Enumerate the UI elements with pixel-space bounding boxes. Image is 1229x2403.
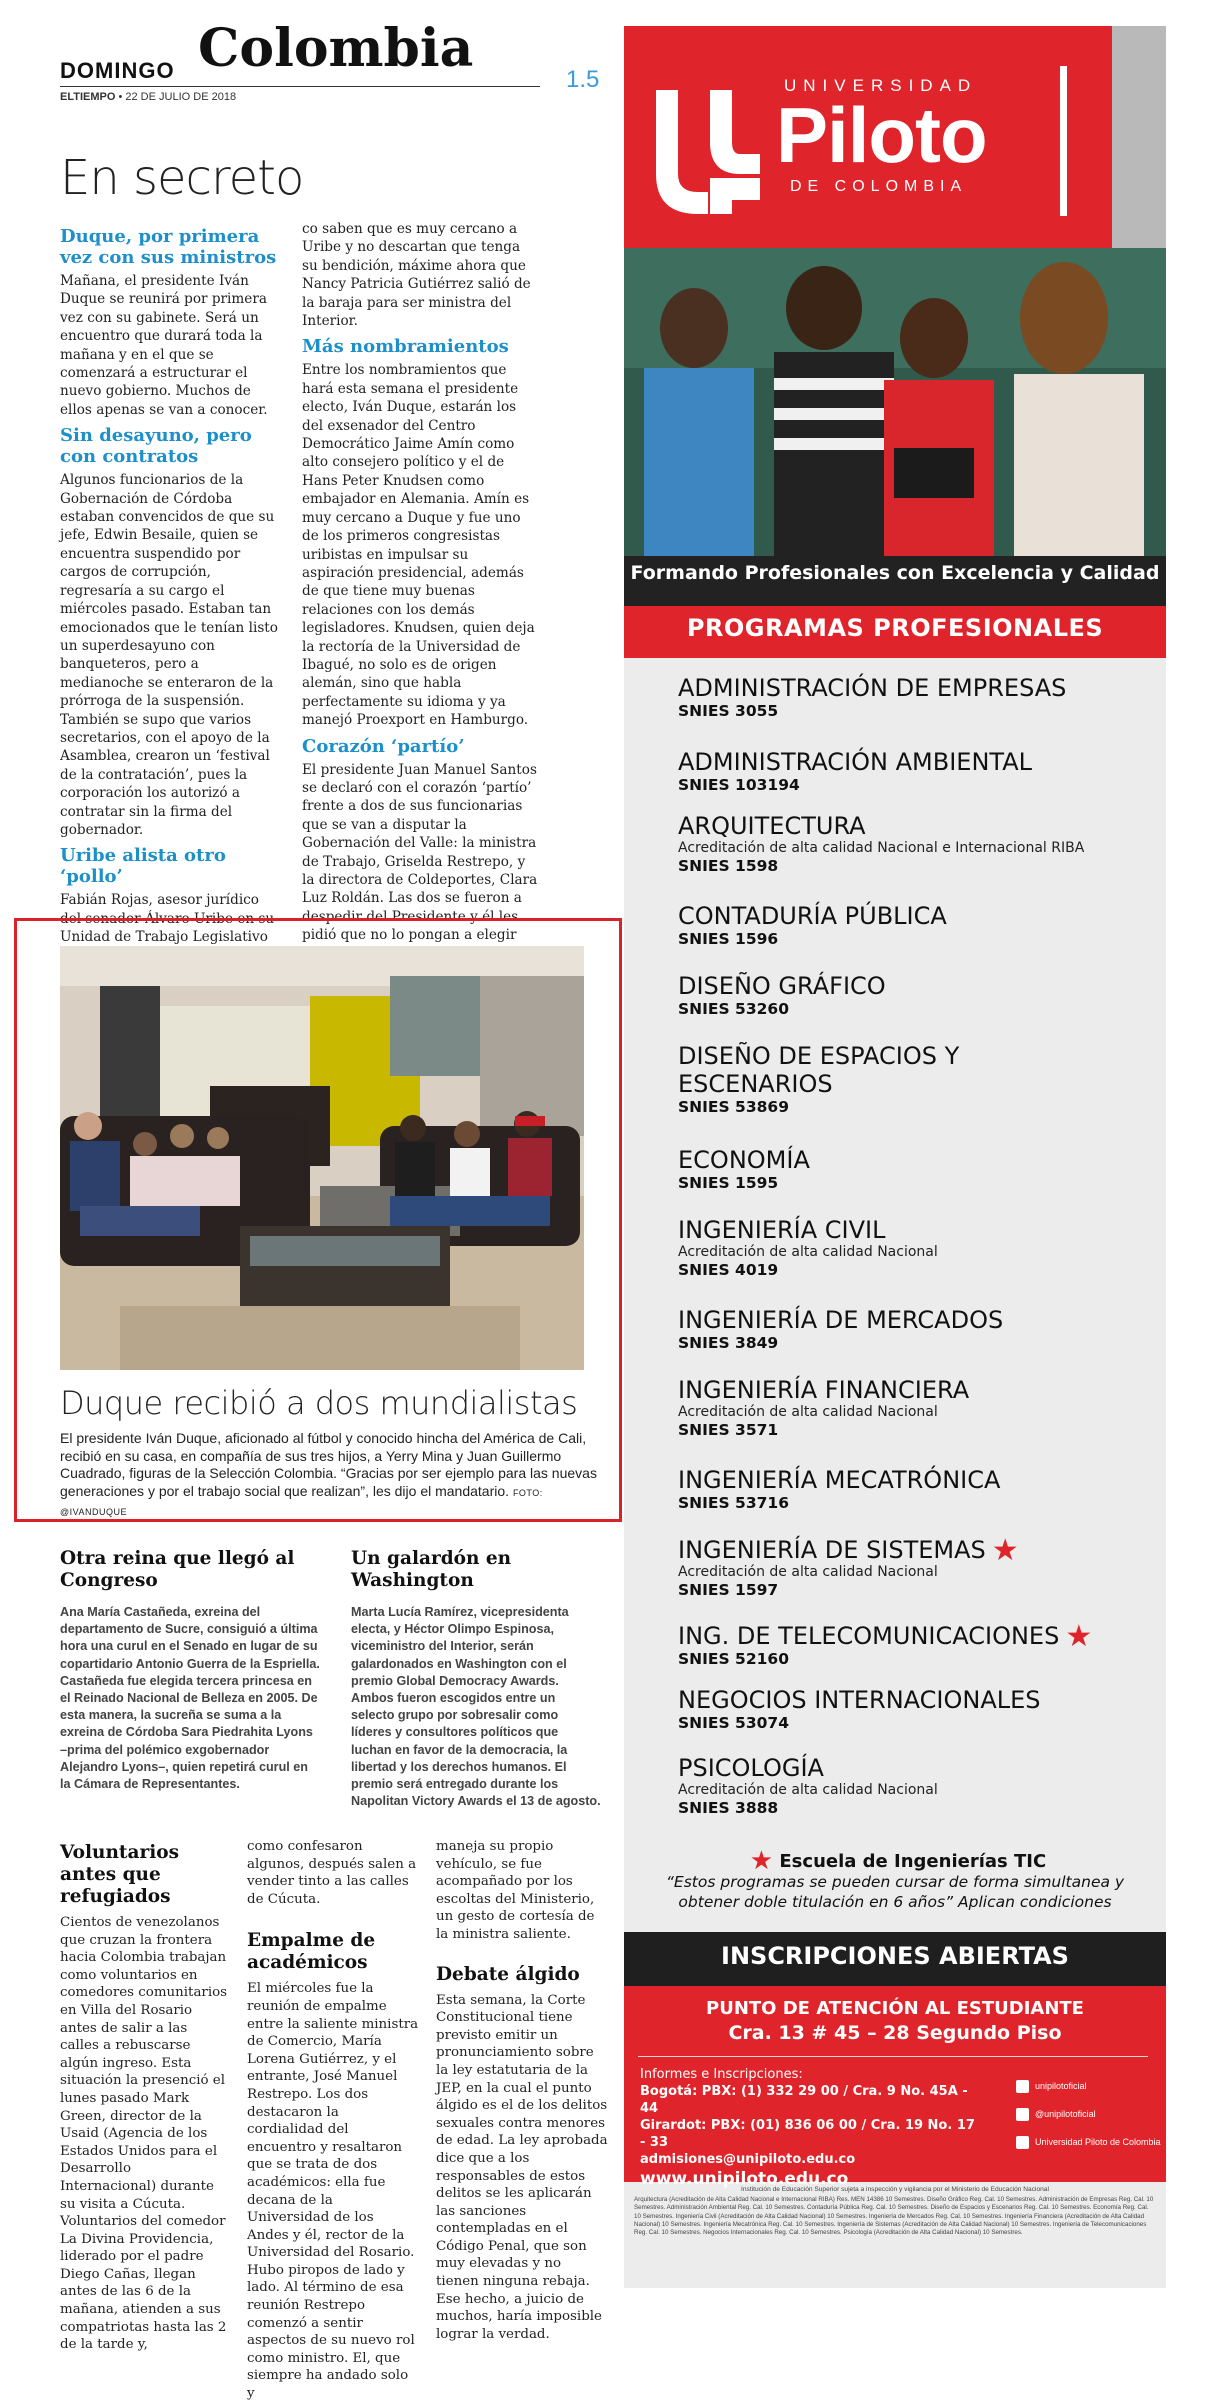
program-name: PSICOLOGÍA [678,1754,824,1782]
story-heading: Debate álgido [436,1963,580,1985]
program-item [678,674,1138,721]
program-name [678,1533,1138,1568]
social-handle: unipilotoficial [1035,2081,1087,2091]
program-name: ADMINISTRACIÓN DE EMPRESAS [678,674,1067,702]
social-links [1016,2072,1166,2156]
program-item [678,1376,1138,1440]
item-body: Algunos funcionarios de la Gobernación de Córdoba estaban convencidos de que su jefe, Edwin Besaile, quien se encuentra suspendido por cargos de corrupción, regresaría a su cargo el miércoles pasado. Estaban tan emocionados que le tenían listo un superdesayuno con banqueteros, pero a medianoche se enteraron de la prórroga de la suspensión. También se supo que varios secretarios, con el apoyo de la Asamblea, crearon un ‘festival de la contratación’, pues la corporación los autorizó a contratar sin la firma del gobernador. [60,472,278,838]
program-name: DISEÑO DE ESPACIOS Y ESCENARIOS [678,1042,960,1098]
program-snies: SNIES 53074 [678,1714,789,1732]
program-snies: SNIES 52160 [678,1650,789,1668]
item-body: Fabián Rojas, asesor jurídico del senador Álvaro Uribe en su Unidad de Trabajo Legislativo [60,892,275,946]
story-body: Marta Lucía Ramírez, vicepresidenta electa, y Héctor Olimpo Espinosa, viceministro del Interior, serán galardonados en Washington con el premio Global Democracy Awards. Ambos fueron escogidos entre un selecto grupo por sobresalir como líderes y consultores políticos que luchan en favor de la democracia, la libertad y los derechos humanos. El premio será entregado durante los Napolitan Victory Awards el 13 de agosto. [351,1605,601,1809]
program-name: ADMINISTRACIÓN AMBIENTAL [678,748,1032,776]
logo-divider [1060,66,1067,216]
program-item [678,1686,1138,1733]
program-name: NEGOCIOS INTERNACIONALES [678,1686,1041,1714]
program-item [678,1306,1138,1353]
item-body: Entre los nombramientos que hará esta semana el presidente electo, Iván Duque, estarán los del exsenador del Centro Democrático Jaime Amín como alto consejero político y el de Hans Peter Knudsen como embajador en Alemania. Amín es muy cercano a Duque y fue uno de los primeros congresistas uribistas en impulsar su aspiración presidencial, además de que tiene muy buenas relaciones con los demás legisladores. Knudsen, quien deja la rectoría de la Universidad de Ibagué, no solo es de origen alemán, sino que habla perfectamente su idioma y ya manejó Proexport en Hamburgo. [302,362,535,729]
service-point-title: PUNTO DE ATENCIÓN AL ESTUDIANTE [706,1998,1084,2019]
legal-fine-print [634,2186,1156,2237]
social-handle: Universidad Piloto de Colombia [1035,2137,1161,2147]
double-degree-note: “Estos programas se pueden cursar de forma simultanea y obtener doble titulación en 6 años” Aplican condiciones [665,1873,1125,1911]
program-name-text: INGENIERÍA DE SISTEMAS [678,1536,986,1564]
program-name: INGENIERÍA MECATRÓNICA [678,1466,1001,1494]
website-link[interactable]: www.unipiloto.edu.co [640,2169,849,2189]
program-accreditation: Acreditación de alta calidad Nacional e Internacional RIBA [678,840,1085,856]
program-name: INGENIERÍA DE MERCADOS [678,1306,1004,1334]
twitter-link[interactable] [1016,2100,1166,2128]
service-point-address: Cra. 13 # 45 – 28 Segundo Piso [728,2022,1062,2044]
program-item [678,1216,1138,1280]
program-snies: SNIES 3888 [678,1799,779,1817]
program-name: INGENIERÍA FINANCIERA [678,1376,970,1404]
section-title: Colombia [198,18,474,79]
story-body: Cientos de venezolanos que cruzan la frontera hacia Colombia trabajan como voluntarios en comedores comunitarios en Villa del Rosario antes de salir a las calles a rebuscarse algún ingreso. Esta situación la presenció el lunes pasado Mark Green, director de la Usaid (Agencia de los Estados Unidos para el Desarrollo Internacional) durante su visita a Cúcuta. Voluntarios del comedor La Divina Providencia, liderado por el padre Diego Cañas, llegan antes de las 6 de la mañana, atienden a sus compatriotas hasta las 2 de la tarde y, [60,1915,228,2353]
item-heading: Sin desayuno, pero con contratos [60,425,252,468]
program-snies: SNIES 1596 [678,930,779,948]
logo-wordmark: Piloto [776,91,987,179]
school-name: Escuela de Ingenierías TIC [779,1851,1047,1872]
logo-subtitle: DE COLOMBIA [790,178,968,195]
program-name: ECONOMÍA [678,1146,810,1174]
twitter-icon [1016,2108,1029,2121]
program-snies: SNIES 1598 [678,857,779,875]
program-item [678,748,1138,795]
students-photo [624,248,1166,558]
program-name: DISEÑO GRÁFICO [678,972,886,1000]
ad-slogan: Formando Profesionales con Excelencia y Calidad [630,562,1160,584]
item-heading: Corazón ‘partío’ [302,735,465,757]
program-accreditation: Acreditación de alta calidad Nacional [678,1564,938,1580]
news-photo [60,946,584,1370]
program-snies: SNIES 1597 [678,1581,779,1599]
paper-name: ELTIEMPO [60,91,116,103]
story-heading: Otra reina que llegó al Congreso [60,1548,295,1591]
story-heading: Un galardón en Washington [351,1548,512,1591]
story-body: Ana María Castañeda, exreina del departamento de Sucre, consiguió a última hora una curul en el Senado en lugar de su copartidario Antonio Guerra de la Espriella. Castañeda fue elegida tercera princesa en el Reinado Nacional de Belleza en 2005. De esta manera, la sucreña se suma a la exreina de Córdoba Sara Piedrahita Lyons –prima del polémico exgobernador Alejandro Lyons–, quien repetirá curul en la Cámara de Representantes. [60,1605,320,1792]
photo-credit: FOTO: @IVANDUQUE [60,1487,543,1517]
voluntarios-column-a [60,1838,228,2354]
program-snies: SNIES 53869 [678,1098,789,1116]
date: 22 DE JULIO DE 2018 [125,91,237,103]
item-heading: Más nombramientos [302,336,509,358]
enrollment-title: INSCRIPCIONES ABIERTAS [721,1942,1069,1970]
dateline: ELTIEMPO • 22 DE JULIO DE 2018 [60,91,237,103]
item-heading: Duque, por primera vez con sus ministros [60,226,277,268]
story-body: El miércoles fue la reunión de empalme entre la saliente ministra de Comercio, María Lorena Gutiérrez, y el entrante, José Manuel Restrepo. Los dos destacaron la cordialidad del encuentro y resaltaron que se trata de dos académicos: ella fue decana de la Universidad de los Andes y él, rector de la Universidad del Rosario. Hubo piropos de lado y lado. Al término de esa reunión Restrepo comenzó a sentir aspectos de su nuevo rol como ministro. El, que siempre ha andado solo y [247,1981,419,2402]
legal-heading: Institución de Educación Superior sujeta a inspección y vigilancia por el Ministerio de Educación Nacional [741,2186,1049,2193]
program-snies: SNIES 4019 [678,1261,779,1279]
program-item [678,972,1138,1019]
program-snies: SNIES 3571 [678,1421,779,1439]
header-rule [60,86,540,87]
program-item [678,902,1138,949]
photo-headline: Duque recibió a dos mundialistas [60,1384,578,1422]
program-snies: SNIES 103194 [678,776,800,794]
caption-text: El presidente Iván Duque, aficionado al fútbol y conocido hincha del América de Cali, recibió en su casa, en compañía de sus tres hijos, a Yerry Mina y Juan Guillermo Cuadrado, figuras de la Selección Colombia. “Gracias por ser ejemplo para las nuevas generaciones y por el trabajo social que realizan”, les dijo el mandatario. [60,1430,597,1499]
story-body: como confesaron algunos, después salen a vender tinto a las calles de Cúcuta. [247,1839,417,1907]
story-body: maneja su propio vehículo, se fue acompañado por los escoltas del Ministerio, un gesto de cortesía de la ministra saliente. [436,1839,595,1942]
star-icon: ★ [749,1846,774,1876]
program-name: INGENIERÍA CIVIL [678,1216,886,1244]
contact-info [640,2066,980,2190]
star-icon: ★ [1065,1619,1093,1654]
program-snies: SNIES 53260 [678,1000,789,1018]
contact-divider [638,2056,1148,2057]
program-name-text: ING. DE TELECOMUNICACIONES [678,1622,1060,1650]
secreto-column-b [302,220,538,1004]
bogota-phone: Bogotá: PBX: (1) 332 29 00 / Cra. 9 No. 45A - 44 [640,2084,968,2116]
instagram-icon [1016,2080,1029,2093]
programs-title: PROGRAMAS PROFESIONALES [686,614,1104,642]
contact-label: Informes e Inscripciones: [640,2067,803,2082]
program-accreditation: Acreditación de alta calidad Nacional [678,1782,938,1798]
school-line [624,1848,1166,1874]
up-logo-icon [648,82,768,226]
story-heading: Empalme de académicos [247,1930,376,1974]
program-accreditation: Acreditación de alta calidad Nacional [678,1404,938,1420]
logo-university-label: UNIVERSIDAD [784,76,978,95]
program-item [678,1042,978,1117]
instagram-link[interactable] [1016,2072,1166,2100]
ad-side-strip [1112,26,1166,248]
program-name [678,1619,1148,1654]
item-body: co saben que es muy cercano a Uribe y no descartan que tenga su bendición, máxime ahora que Nancy Patricia Gutiérrez salió de la baraja para ser ministra del Interior. [302,221,531,330]
girardot-phone: Girardot: PBX: (01) 836 06 00 / Cra. 19 No. 17 - 33 [640,2118,975,2150]
university-ad [624,26,1166,2288]
program-snies: SNIES 53716 [678,1494,789,1512]
column-title: En secreto [60,150,304,206]
program-snies: SNIES 3849 [678,1334,779,1352]
contact-email[interactable]: admisiones@unipiloto.edu.co [640,2152,856,2167]
story-heading: Voluntarios antes que refugiados [60,1842,179,1907]
page-number: 1.5 [566,66,600,93]
voluntarios-column-b [247,1838,419,2403]
photo-caption [60,1430,608,1522]
program-item [678,1754,1138,1818]
program-item [678,1466,1138,1513]
item-heading: Uribe alista otro ‘pollo’ [60,845,226,888]
program-item [678,1533,1138,1600]
program-item [678,812,1138,876]
facebook-icon [1016,2136,1029,2149]
item-body: El presidente Juan Manuel Santos se declaró con el corazón ‘partío’ frente a dos de sus funcionarias que se van a disputar la Gobernación del Valle: la ministra de Trabajo, Griselda Restrepo, y la directora de Coldeportes, Clara Luz Roldán. Las dos se fueron a despedir del Presidente y él les pidió que no lo pongan a elegir [302,761,538,944]
section-day: DOMINGO [60,58,175,83]
program-item [678,1619,1148,1669]
voluntarios-column-c [436,1838,608,2343]
legal-text: Arquitectura (Acreditación de Alta Calidad Nacional e Internacional RIBA) Res. MEN 14386 10 Semestres. Diseño Gráfico Reg. Cal. 10 Semestres. Administración de Empresas Reg. Cal. 10 Semestres. Administración Ambiental Reg. Cal. 10 Semestres. Contaduría Pública Reg. Cal. 10 Semestres. Diseño de Espacios y Escenarios Reg. Cal. 10 Semestres. Economía Reg. Cal. 10 Semestres. Ingeniería Civil (Acreditación de Alta Calidad Nacional) 10 Semestres. Ingeniería de Mercados Reg. Cal. 10 Semestres. Ingeniería Financiera (Acreditación de Alta Calidad Nacional) 10 Semestres. Ingeniería Mecatrónica Reg. Cal. 10 Semestres. Ingeniería de Sistemas (Acreditación de Alta Calidad Nacional) 10 Semestres. Ingeniería de Telecomunicaciones Reg. Cal. 10 Semestres. Negocios Internacionales Reg. Cal. 10 Semestres. Psicología (Acreditación de Alta Calidad Nacional) 10 Semestres. [634,2196,1154,2237]
story-body: Esta semana, la Corte Constitucional tiene previsto emitir un pronunciamiento sobre la ley estatutaria de la JEP, en la cual el punto álgido es el de los delitos sexuales contra menores de edad. La ley aprobada dice que a los responsables de estos delitos se les aplicarán las sanciones contempladas en el Código Penal, que son muy elevadas y no tienen ninguna rebaja. Ese hecho, a juicio de muchos, haría imposible lograr la verdad. [436,1992,608,2342]
program-item [678,1146,1138,1193]
item-body: Mañana, el presidente Iván Duque se reunirá por primera vez con su gabinete. Será un encuentro que durará toda la mañana y en el que se comenzará a estructurar el nuevo gobierno. Muchos de ellos apenas se van a conocer. [60,273,268,418]
program-name: CONTADURÍA PÚBLICA [678,902,947,930]
social-handle: @unipilotoficial [1035,2109,1096,2119]
facebook-link[interactable] [1016,2128,1166,2156]
star-icon: ★ [991,1533,1019,1568]
program-accreditation: Acreditación de alta calidad Nacional [678,1244,938,1260]
program-snies: SNIES 3055 [678,702,779,720]
program-snies: SNIES 1595 [678,1174,779,1192]
program-name: ARQUITECTURA [678,812,866,840]
